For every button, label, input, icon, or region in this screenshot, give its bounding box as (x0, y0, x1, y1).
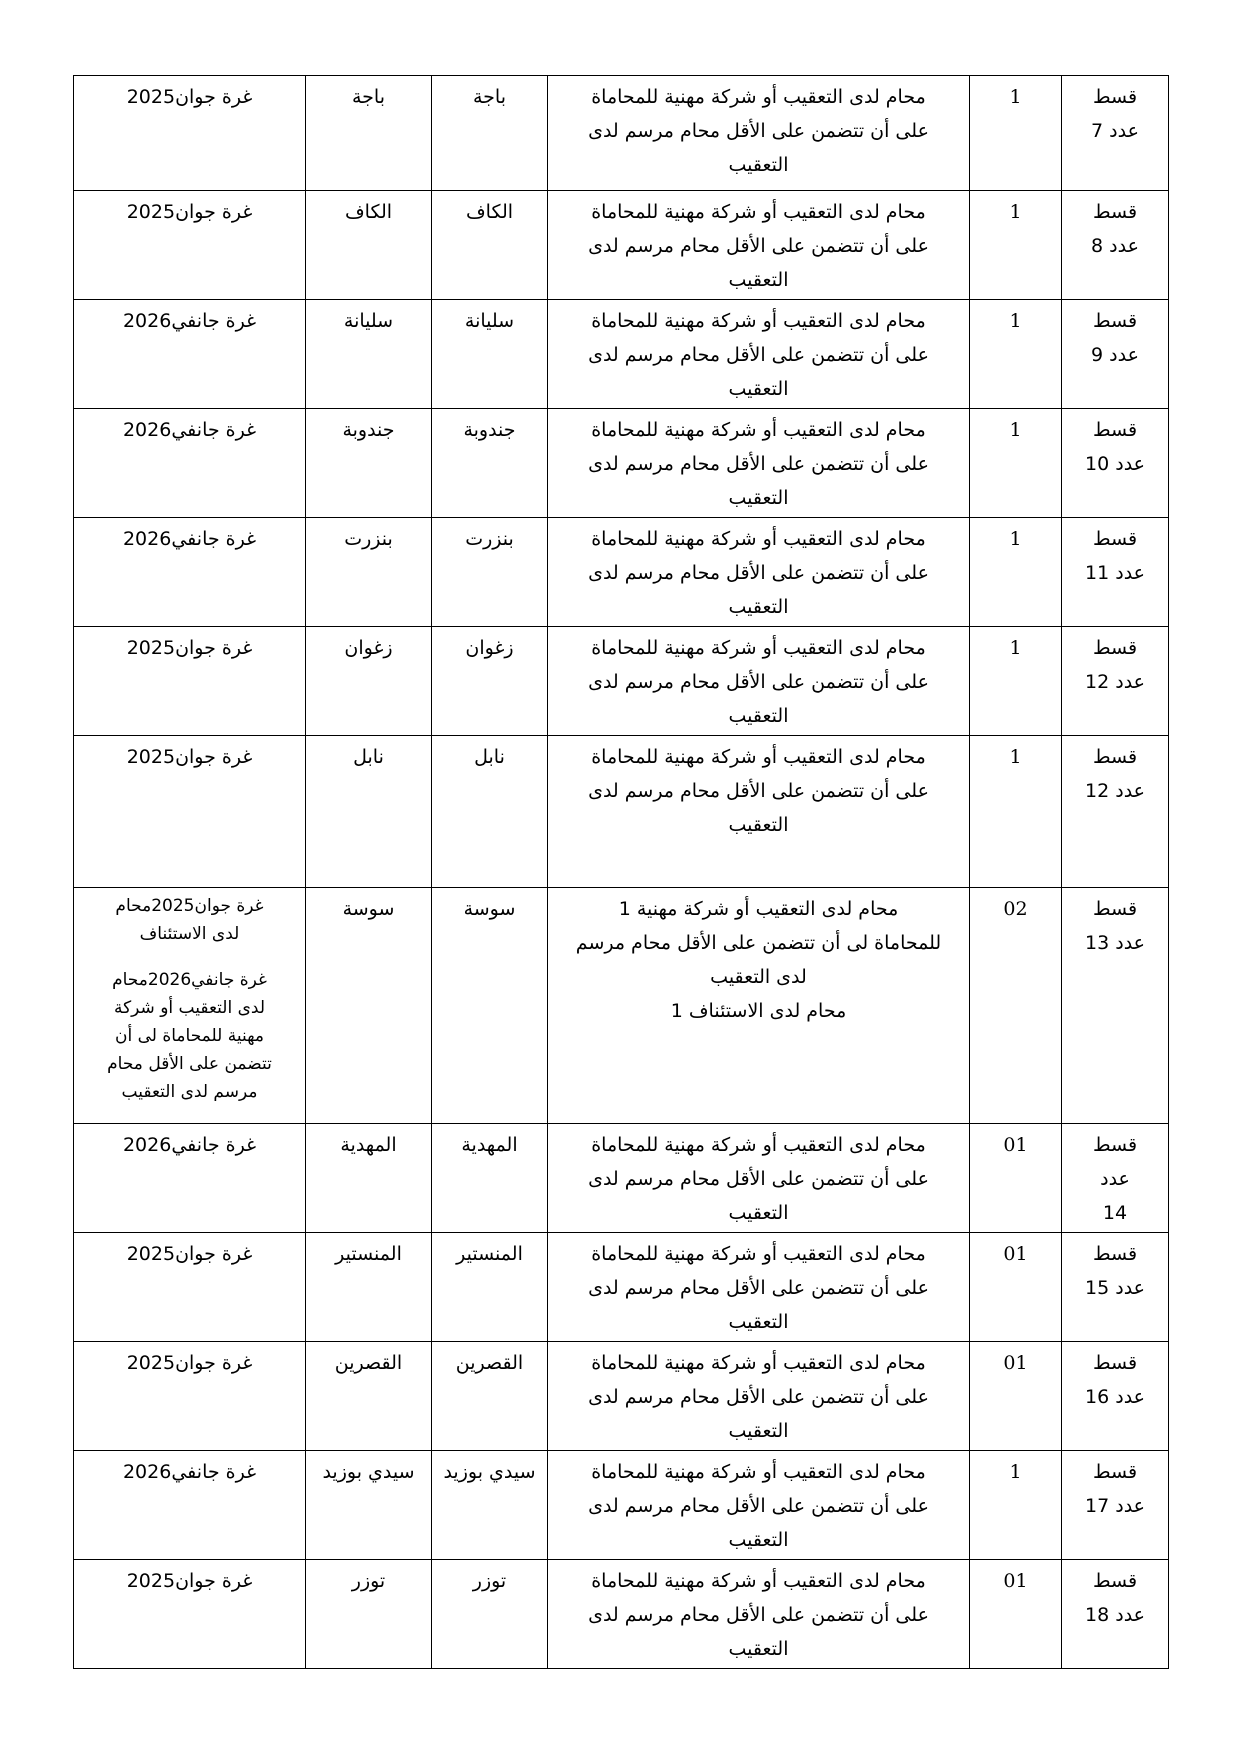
lot-cell (1062, 627, 1169, 736)
court-cell: القصرين (432, 1342, 548, 1451)
lots-table-body (74, 76, 1169, 1669)
lot-cell (1062, 1342, 1169, 1451)
description-cell-line: على أن تتضمن على الأقل محام مرسم لدى (588, 1386, 929, 1408)
description-cell (548, 627, 970, 736)
start-date-cell-line: غرة جانفي2026 (122, 310, 257, 332)
description-cell-line: التعقيب (728, 269, 789, 291)
description-cell-line: على أن تتضمن على الأقل محام مرسم لدى (588, 235, 929, 257)
lot-cell-line: قسط (1092, 1243, 1138, 1265)
table-row (74, 409, 1169, 518)
start-date-cell (74, 300, 306, 409)
lot-cell-line: عدد 12 (1085, 780, 1145, 802)
start-date-cell-line: تتضمن على الأقل محام (107, 1054, 272, 1074)
table-row (74, 518, 1169, 627)
start-date-cell-line: غرة جانفي2026 (122, 1134, 257, 1156)
description-cell (548, 736, 970, 888)
count-cell: 1 (970, 191, 1062, 300)
description-cell-line: محام لدى التعقيب أو شركة مهنية للمحاماة (591, 1570, 926, 1592)
court-cell: بنزرت (432, 518, 548, 627)
office-cell: القصرين (306, 1342, 432, 1451)
start-date-cell-line: غرة جوان2025 (126, 1352, 253, 1374)
lot-cell-line: قسط (1092, 310, 1138, 332)
description-cell-line: التعقيب (728, 1202, 789, 1224)
lot-cell-line: عدد (1100, 1168, 1130, 1190)
office-cell: سيدي بوزيد (306, 1451, 432, 1560)
description-cell-line: محام لدى التعقيب أو شركة مهنية للمحاماة (591, 637, 926, 659)
start-date-cell-line: غرة جوان2025 (126, 746, 253, 768)
description-cell-line: محام لدى التعقيب أو شركة مهنية للمحاماة (591, 1134, 926, 1156)
office-cell: المنستير (306, 1233, 432, 1342)
table-row (74, 736, 1169, 888)
count-cell: 1 (970, 736, 1062, 888)
start-date-cell-line: غرة جوان2025 (126, 1570, 253, 1592)
description-cell-line: محام لدى التعقيب أو شركة مهنية للمحاماة (591, 1243, 926, 1265)
description-cell-line: التعقيب (728, 1638, 789, 1660)
lot-cell-line: عدد 8 (1091, 235, 1139, 257)
description-cell (548, 1124, 970, 1233)
start-date-cell-line: غرة جانفي2026 (122, 1461, 257, 1483)
start-date-cell (74, 888, 306, 1124)
start-date-cell (74, 736, 306, 888)
lot-cell (1062, 1233, 1169, 1342)
lot-cell (1062, 300, 1169, 409)
lot-cell (1062, 736, 1169, 888)
table-row (74, 1560, 1169, 1669)
description-cell-line: محام لدى التعقيب أو شركة مهنية للمحاماة (591, 1461, 926, 1483)
description-cell (548, 76, 970, 191)
description-cell-line: محام لدى التعقيب أو شركة مهنية للمحاماة (591, 86, 926, 108)
count-cell: 1 (970, 518, 1062, 627)
office-cell: سليانة (306, 300, 432, 409)
description-cell (548, 888, 970, 1124)
lot-cell-line: عدد 9 (1091, 344, 1139, 366)
description-cell-line: التعقيب (728, 1420, 789, 1442)
description-cell-line: على أن تتضمن على الأقل محام مرسم لدى (588, 671, 929, 693)
start-date-cell-line (82, 948, 297, 966)
count-cell: 1 (970, 627, 1062, 736)
lot-cell-line: قسط (1092, 1352, 1138, 1374)
lot-cell-line: عدد 12 (1085, 671, 1145, 693)
lot-cell-line: عدد 10 (1085, 453, 1145, 475)
description-cell (548, 1233, 970, 1342)
start-date-cell-line: غرة جوان2025 (126, 1243, 253, 1265)
description-cell-line: التعقيب (728, 378, 789, 400)
lot-cell (1062, 1560, 1169, 1669)
count-cell: 01 (970, 1233, 1062, 1342)
table-row (74, 627, 1169, 736)
table-row (74, 300, 1169, 409)
office-cell: المهدية (306, 1124, 432, 1233)
start-date-cell-line: غرة جوان2025 (126, 201, 253, 223)
description-cell-line: التعقيب (728, 487, 789, 509)
description-cell-line: محام لدى التعقيب أو شركة مهنية للمحاماة (591, 746, 926, 768)
description-cell-line: التعقيب (728, 814, 789, 836)
start-date-cell (74, 627, 306, 736)
lot-cell-line: عدد 15 (1085, 1277, 1145, 1299)
count-cell: 1 (970, 300, 1062, 409)
description-cell (548, 409, 970, 518)
start-date-cell (74, 76, 306, 191)
lot-cell-line: قسط (1092, 201, 1138, 223)
lot-cell-line: عدد 13 (1085, 932, 1145, 954)
table-row (74, 1342, 1169, 1451)
court-cell: نابل (432, 736, 548, 888)
office-cell: نابل (306, 736, 432, 888)
description-cell (548, 1451, 970, 1560)
lot-cell (1062, 1124, 1169, 1233)
table-row (74, 191, 1169, 300)
count-cell: 1 (970, 76, 1062, 191)
description-cell-line: التعقيب (728, 596, 789, 618)
description-cell-line: للمحاماة لى أن تتضمن على الأقل محام مرسم (575, 932, 942, 954)
description-cell-line: محام لدى الاستئناف 1 (670, 1000, 847, 1022)
start-date-cell (74, 1342, 306, 1451)
start-date-cell-line: لدى التعقيب أو شركة (113, 998, 266, 1018)
start-date-cell-line: غرة جوان2025محام (115, 896, 264, 916)
description-cell (548, 1342, 970, 1451)
court-cell: الكاف (432, 191, 548, 300)
description-cell-line: على أن تتضمن على الأقل محام مرسم لدى (588, 1495, 929, 1517)
description-cell (548, 300, 970, 409)
description-cell-line: على أن تتضمن على الأقل محام مرسم لدى (588, 1604, 929, 1626)
table-row (74, 1451, 1169, 1560)
lot-cell-line: عدد 11 (1085, 562, 1145, 584)
description-cell-line: محام لدى التعقيب أو شركة مهنية للمحاماة (591, 528, 926, 550)
count-cell: 1 (970, 409, 1062, 518)
lot-cell (1062, 518, 1169, 627)
description-cell-line: محام لدى التعقيب أو شركة مهنية للمحاماة (591, 201, 926, 223)
count-cell: 01 (970, 1124, 1062, 1233)
description-cell-line: التعقيب (728, 705, 789, 727)
lot-cell-line: قسط (1092, 898, 1138, 920)
lot-cell (1062, 1451, 1169, 1560)
description-cell (548, 191, 970, 300)
start-date-cell-line: غرة جانفي2026 (122, 419, 257, 441)
table-row (74, 888, 1169, 1124)
start-date-cell-line: غرة جوان2025 (126, 86, 253, 108)
description-cell-line: على أن تتضمن على الأقل محام مرسم لدى (588, 1168, 929, 1190)
count-cell: 01 (970, 1342, 1062, 1451)
lot-cell-line: عدد 16 (1085, 1386, 1145, 1408)
office-cell: جندوبة (306, 409, 432, 518)
office-cell: زغوان (306, 627, 432, 736)
start-date-cell (74, 1451, 306, 1560)
court-cell: باجة (432, 76, 548, 191)
table-row (74, 1124, 1169, 1233)
table-row (74, 1233, 1169, 1342)
lot-cell-line: عدد 18 (1085, 1604, 1145, 1626)
office-cell: الكاف (306, 191, 432, 300)
office-cell: سوسة (306, 888, 432, 1124)
start-date-cell (74, 1124, 306, 1233)
description-cell-line: على أن تتضمن على الأقل محام مرسم لدى (588, 1277, 929, 1299)
description-cell-line: على أن تتضمن على الأقل محام مرسم لدى (588, 344, 929, 366)
start-date-cell-line: غرة جانفي2026 (122, 528, 257, 550)
description-cell-line: محام لدى التعقيب أو شركة مهنية للمحاماة (591, 310, 926, 332)
office-cell: بنزرت (306, 518, 432, 627)
court-cell: جندوبة (432, 409, 548, 518)
count-cell: 02 (970, 888, 1062, 1124)
description-cell (548, 1560, 970, 1669)
description-cell-line: على أن تتضمن على الأقل محام مرسم لدى (588, 453, 929, 475)
lot-cell-line: قسط (1092, 528, 1138, 550)
lot-cell-line: عدد 17 (1085, 1495, 1145, 1517)
description-cell-line: التعقيب (728, 154, 789, 176)
lot-cell (1062, 888, 1169, 1124)
court-cell: توزر (432, 1560, 548, 1669)
office-cell: باجة (306, 76, 432, 191)
description-cell-line: لدى التعقيب (710, 966, 807, 988)
lot-cell (1062, 409, 1169, 518)
description-cell-line: على أن تتضمن على الأقل محام مرسم لدى (588, 120, 929, 142)
description-cell-line: على أن تتضمن على الأقل محام مرسم لدى (588, 780, 929, 802)
start-date-cell-line: مهنية للمحاماة لى أن (114, 1026, 265, 1046)
start-date-cell (74, 1233, 306, 1342)
start-date-cell-line: غرة جانفي2026محام (112, 970, 267, 990)
lot-cell-line: عدد 7 (1091, 120, 1139, 142)
court-cell: سليانة (432, 300, 548, 409)
lot-cell-line: قسط (1092, 1570, 1138, 1592)
start-date-cell-line: غرة جوان2025 (126, 637, 253, 659)
start-date-cell-line: مرسم لدى التعقيب (121, 1082, 258, 1102)
description-cell-line: محام لدى التعقيب أو شركة مهنية للمحاماة (591, 419, 926, 441)
court-cell: زغوان (432, 627, 548, 736)
count-cell: 01 (970, 1560, 1062, 1669)
start-date-cell (74, 518, 306, 627)
lot-cell-line: قسط (1092, 637, 1138, 659)
start-date-cell (74, 191, 306, 300)
lots-table (73, 75, 1169, 1669)
start-date-cell-line: لدى الاستئناف (139, 924, 240, 944)
description-cell-line: على أن تتضمن على الأقل محام مرسم لدى (588, 562, 929, 584)
lot-cell-line: قسط (1092, 419, 1138, 441)
description-cell-line: التعقيب (728, 1311, 789, 1333)
court-cell: سيدي بوزيد (432, 1451, 548, 1560)
court-cell: المنستير (432, 1233, 548, 1342)
lot-cell-line: قسط (1092, 1134, 1138, 1156)
start-date-cell (74, 409, 306, 518)
count-cell: 1 (970, 1451, 1062, 1560)
start-date-cell (74, 1560, 306, 1669)
lot-cell-line: قسط (1092, 746, 1138, 768)
description-cell-line: محام لدى التعقيب أو شركة مهنية للمحاماة (591, 1352, 926, 1374)
description-cell (548, 518, 970, 627)
lot-cell (1062, 76, 1169, 191)
lot-cell-line: قسط (1092, 1461, 1138, 1483)
court-cell: سوسة (432, 888, 548, 1124)
description-cell-line: محام لدى التعقيب أو شركة مهنية 1 (618, 898, 899, 920)
lot-cell-line: 14 (1102, 1202, 1128, 1224)
table-row (74, 76, 1169, 191)
description-cell-line: التعقيب (728, 1529, 789, 1551)
lot-cell-line: قسط (1092, 86, 1138, 108)
office-cell: توزر (306, 1560, 432, 1669)
court-cell: المهدية (432, 1124, 548, 1233)
lot-cell (1062, 191, 1169, 300)
